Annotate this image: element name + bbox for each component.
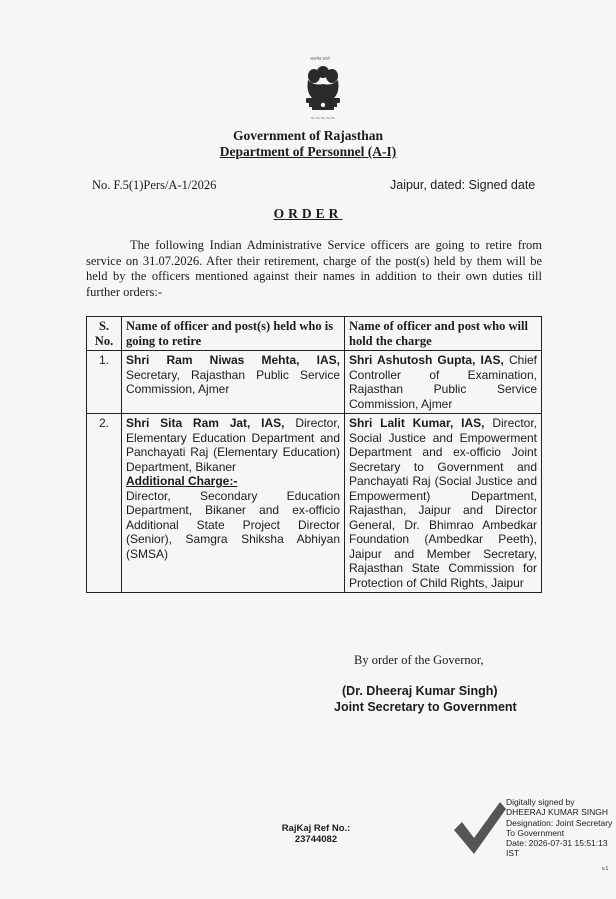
header-sno: S. No. [87, 317, 122, 351]
intro-paragraph: The following Indian Administrative Service officers are going to retire from service on 31.07.2026. After their retirement, charge of the post(s) held by them will be held by the officers mentioned against their names in addition to their own duties till further orders:- [86, 238, 542, 299]
svg-text:~~~~~: ~~~~~ [310, 115, 336, 122]
retiring-officer-name: Shri Sita Ram Jat, IAS, [126, 416, 285, 430]
by-order-line: By order of the Governor, [354, 653, 484, 667]
retiring-officer-post: Secretary, Rajasthan Public Service Commission, Ajmer [126, 367, 340, 396]
dsig-line-3: Designation: Joint Secretary [506, 817, 613, 828]
rajkaj-reference [276, 823, 356, 845]
additional-charge-label: Additional Charge:- [126, 474, 238, 488]
signer-designation: Joint Secretary to Government [334, 700, 517, 714]
dsig-line-2: DHEERAJ KUMAR SINGH [506, 807, 609, 818]
charge-officer-post: Chief Controller of Examination, Rajasthan Public Service Commission, Ajmer [349, 353, 537, 411]
row-sno: 2. [87, 414, 122, 593]
retiring-officer-cell [122, 414, 345, 593]
retiring-officer-name: Shri Ram Niwas Mehta, IAS, [126, 353, 340, 367]
header-charge-officer: Name of officer and post who will hold the charge [345, 317, 542, 351]
charge-officer-name: Shri Lalit Kumar, IAS, [349, 416, 485, 430]
charge-officer-cell [345, 414, 542, 593]
charge-officer-name: Shri Ashutosh Gupta, IAS, [349, 353, 504, 367]
dsig-line-6: IST [506, 848, 520, 859]
rajkaj-number: 23744082 [294, 834, 338, 845]
additional-charge-text: Director, Secondary Education Department, Bikaner and ex-officio Additional State Project Director (Senior), Samgra Shiksha Abhiyan (SMSA) [126, 488, 340, 561]
charge-officer-post: Director, Social Justice and Empowerment Department and ex-officio Joint Secretary to Government and Panchayati Raj (Social Justice and Empowerment) Department, Rajasthan, Jaipur and Director General, Dr. Bhimrao Ambedkar Foundation (Ambedkar Peeth), Jaipur and Member Secretary, Rajasthan State Commission for Protection of Child Rights, Jaipur [349, 416, 537, 590]
place-and-date: Jaipur, dated: Signed date [390, 178, 536, 192]
row-sno: 1. [87, 351, 122, 414]
order-title: ORDER [273, 206, 343, 221]
department-heading: Department of Personnel (A-I) [219, 144, 397, 159]
retiring-officer-cell [122, 351, 345, 414]
table-row [87, 351, 542, 414]
dsig-line-5: Date: 2026-07-31 15:51:13 [506, 838, 608, 849]
emblem-caption: सत्यमेव जयते [310, 56, 330, 61]
charge-officer-cell [345, 351, 542, 414]
officers-table [86, 316, 542, 593]
dsig-line-1: Digitally signed by [506, 797, 575, 807]
table-row [87, 414, 542, 593]
reference-number: No. F.5(1)Pers/A-1/2026 [92, 178, 217, 192]
digital-signature-block [506, 797, 616, 859]
signature-valid-check-icon [450, 796, 508, 858]
signer-name: (Dr. Dheeraj Kumar Singh) [342, 684, 498, 698]
signature-version: v.1 [602, 866, 609, 872]
table-header-row [87, 317, 542, 351]
header-retiring-officer: Name of officer and post(s) held who is going to retire [122, 317, 345, 351]
dsig-line-4: To Government [506, 827, 565, 838]
government-heading: Government of Rajasthan [233, 128, 383, 143]
state-emblem-icon [298, 64, 348, 126]
retiring-officer-post: Director, Elementary Education Department and Panchayati Raj (Elementary Education) Department, Bikaner [126, 416, 340, 474]
rajkaj-label: RajKaj Ref No.: [281, 823, 351, 834]
